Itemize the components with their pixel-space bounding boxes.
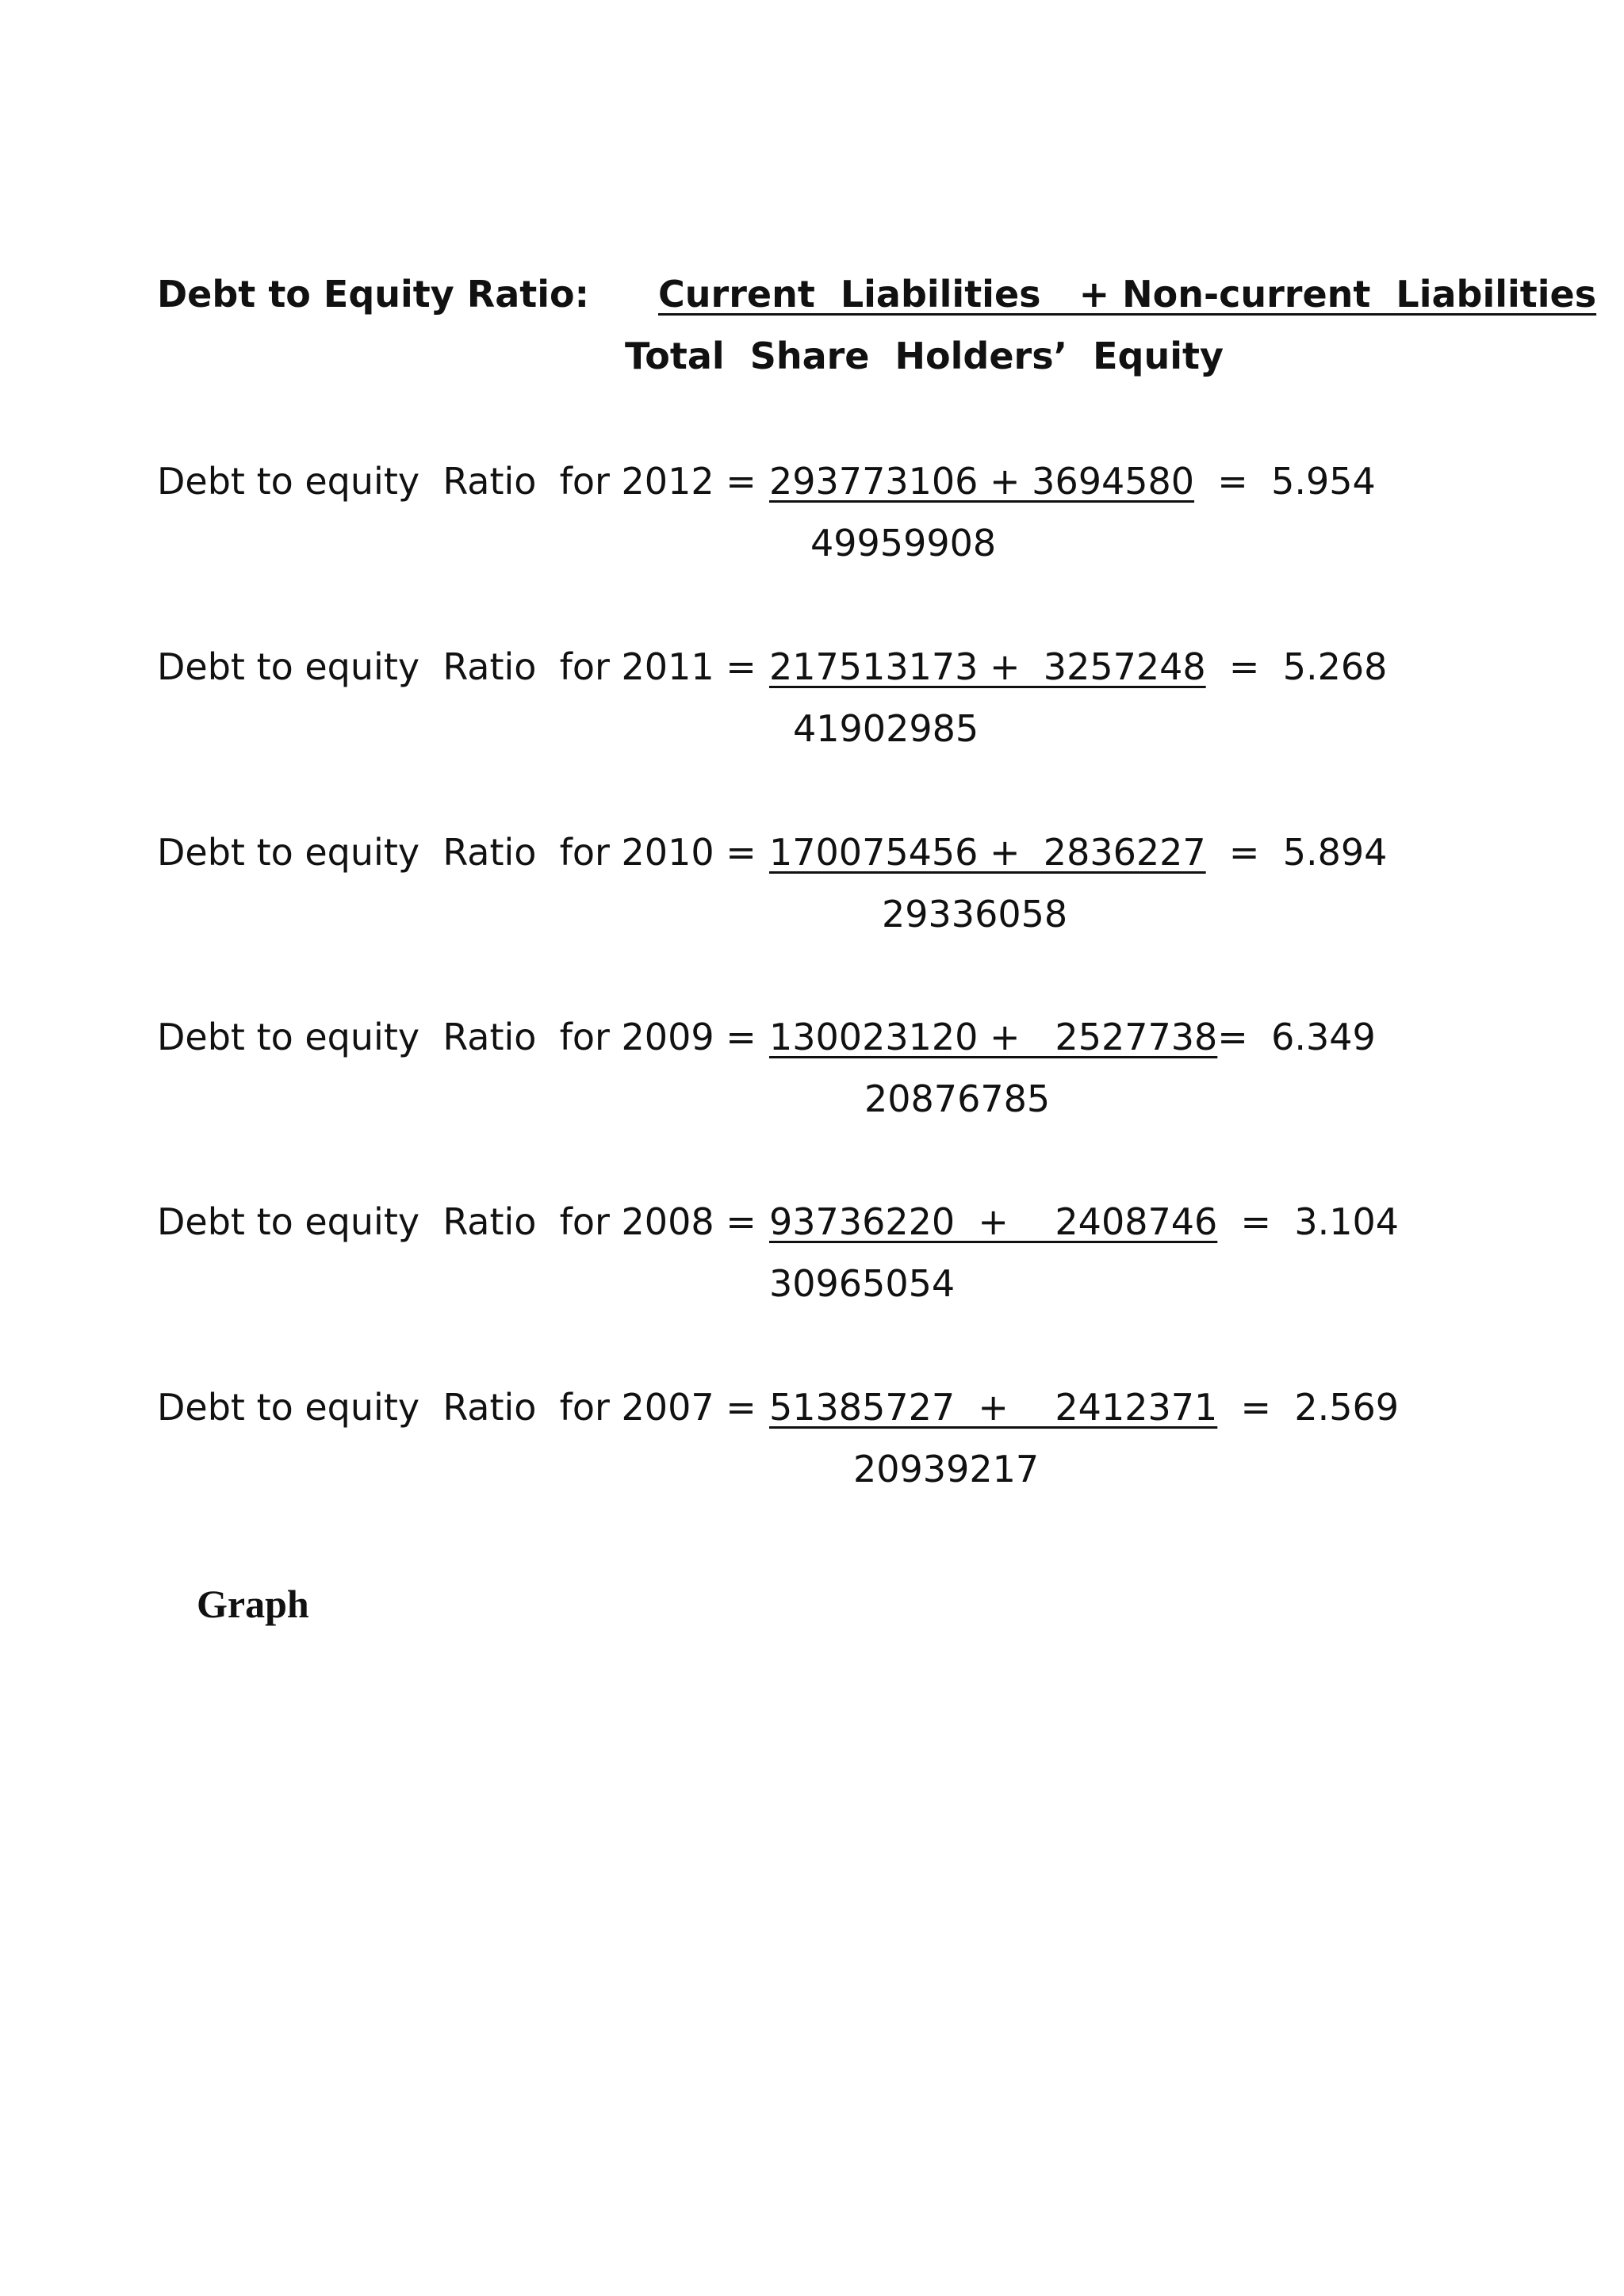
ratio-equation-2011	[769, 645, 1388, 688]
ratio-label-2011: Debt to equity Ratio for 2011 =	[157, 645, 756, 688]
ratio-label-2012: Debt to equity Ratio for 2012 =	[157, 460, 756, 503]
ratio-denominator-2008: 30965054	[769, 1262, 956, 1305]
graph-heading: Graph	[197, 1582, 309, 1626]
ratio-denominator-2012: 49959908	[810, 522, 997, 564]
ratio-equation-2007	[769, 1386, 1400, 1429]
ratio-numerator-2008: 93736220 + 2408746	[769, 1200, 1218, 1243]
ratio-result-2012: = 5.954	[1194, 460, 1376, 503]
ratio-numerator-2007: 51385727 + 2412371	[769, 1386, 1218, 1429]
ratio-label-2008: Debt to equity Ratio for 2008 =	[157, 1200, 756, 1243]
ratio-result-2007: = 2.569	[1217, 1386, 1400, 1429]
ratio-label-2010: Debt to equity Ratio for 2010 =	[157, 831, 756, 874]
formula-label: Debt to Equity Ratio:	[157, 273, 589, 316]
ratio-result-2010: = 5.894	[1205, 831, 1388, 874]
ratio-denominator-2007: 20939217	[853, 1448, 1040, 1490]
ratio-numerator-2012: 293773106 + 3694580	[769, 460, 1195, 503]
ratio-equation-2009	[769, 1016, 1376, 1058]
ratio-result-2008: = 3.104	[1217, 1200, 1400, 1243]
ratio-result-2009: = 6.349	[1217, 1016, 1376, 1058]
ratio-label-2007: Debt to equity Ratio for 2007 =	[157, 1386, 756, 1429]
ratio-equation-2008	[769, 1200, 1400, 1243]
ratio-equation-2010	[769, 831, 1388, 874]
ratio-equation-2012	[769, 460, 1376, 503]
ratio-denominator-2010: 29336058	[882, 893, 1068, 936]
formula-denominator: Total Share Holders’ Equity	[625, 335, 1224, 377]
formula-numerator: Current Liabilities + Non-current Liabilities	[658, 273, 1597, 316]
ratio-label-2009: Debt to equity Ratio for 2009 =	[157, 1016, 756, 1058]
ratio-numerator-2009: 130023120 + 2527738	[769, 1016, 1218, 1058]
ratio-denominator-2011: 41902985	[793, 707, 979, 750]
ratio-result-2011: = 5.268	[1205, 645, 1388, 688]
ratio-numerator-2011: 217513173 + 3257248	[769, 645, 1206, 688]
ratio-denominator-2009: 20876785	[864, 1077, 1051, 1120]
ratio-numerator-2010: 170075456 + 2836227	[769, 831, 1206, 874]
